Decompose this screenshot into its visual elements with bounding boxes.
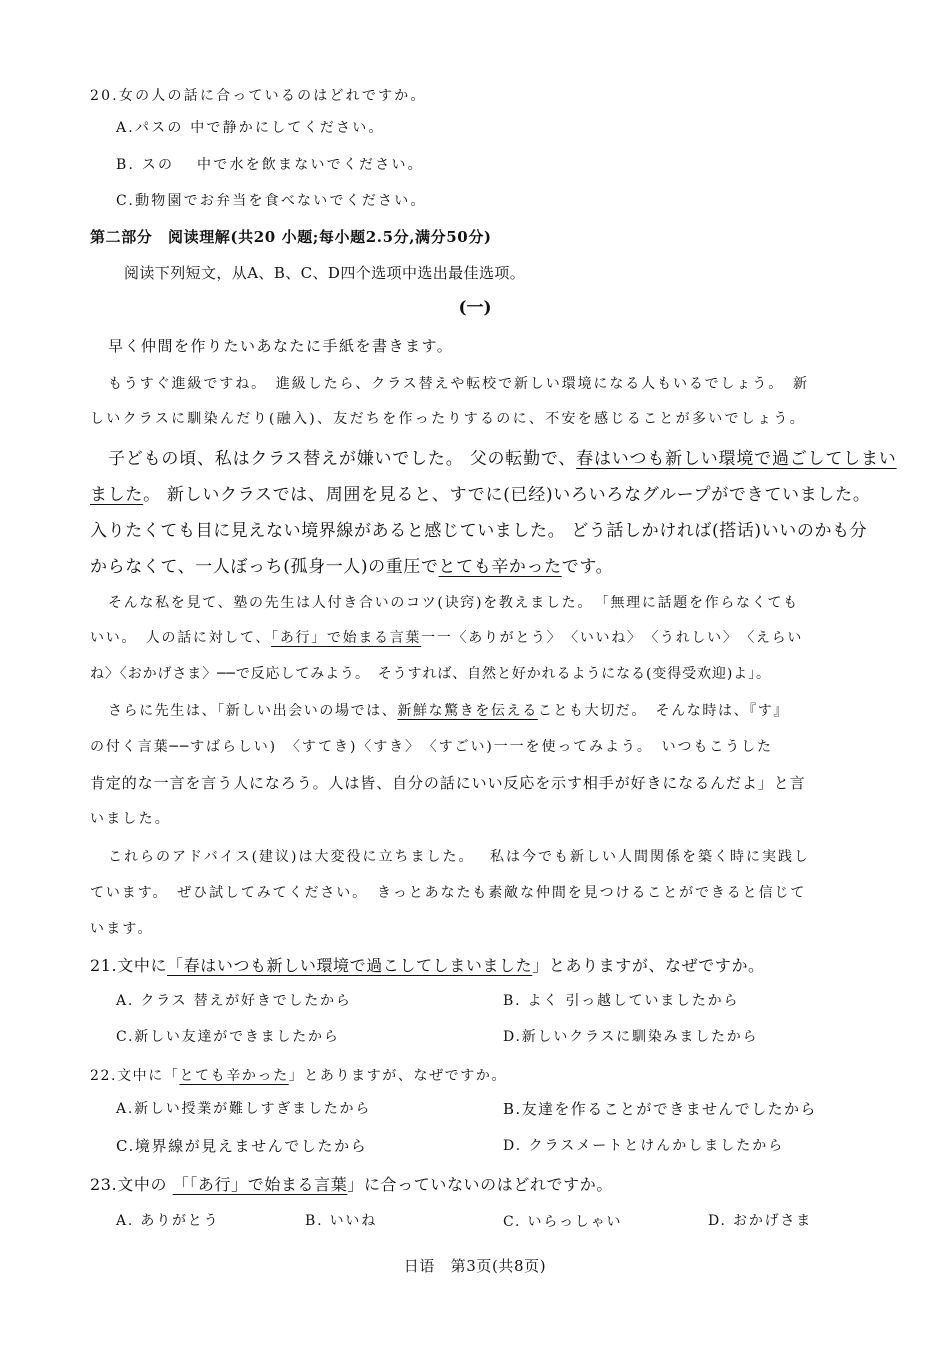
passage-p3-line2 [90, 487, 871, 504]
q21-option-a: A. クラス 替えが好きでしたから [116, 993, 352, 1009]
passage-p3-line4 [90, 559, 613, 576]
q23-underlined: 「「あ行」で始まる言葉 [172, 1175, 348, 1194]
passage-p5-text: ことも大切だ。 そんな時は、『す』 [537, 703, 790, 719]
q22-suffix: 」とありますが、なぜですか。 [288, 1068, 508, 1084]
passage-p5-line4: いました。 [90, 811, 171, 827]
passage-p1: 早く仲間を作りたいあなたに手紙を書きます。 [108, 337, 454, 355]
q21-suffix: 」とありますが、なぜですか。 [532, 956, 765, 975]
passage-p2-line1: もうすぐ進級ですね。 進級したら、クラス替えや転校で新しい環境になる人もいるでしょう。 新 [108, 376, 809, 392]
q22-option-b: B.友達を作ることができませんでしたから [503, 1100, 817, 1118]
underlined-phrase-tsurakatta: とても辛かった [438, 557, 562, 577]
passage-p4-line1: そんな私を見て、塾の先生は人付き合いのコツ(诀窍)を教えました。 「無理に話題を作らなくても [108, 595, 799, 611]
q20-option-b: B. スの 中で水を飲まないでください。 [116, 157, 424, 173]
q23-option-d: D. おかげさま [708, 1213, 813, 1229]
q21-question [90, 958, 765, 974]
q21-option-d: D.新しいクラスに馴染みましたから [503, 1029, 759, 1045]
q21-prefix: 21.文中に [90, 956, 168, 975]
passage-p4-text: 一一〈ありがとう〉 〈いいね〉 〈うれしい〉 〈えらい [421, 630, 804, 646]
passage-p3-line1 [108, 451, 897, 468]
passage-p4-text: いい。 人の話に対して、 [90, 630, 272, 646]
q23-suffix: 」に合っていないのはどれですか。 [347, 1175, 613, 1194]
passage-p6-line2: ています。 ぜひ試してみてください。 きっとあなたも素敵な仲間を見つけることができると信じて [90, 885, 807, 901]
passage-p6-line3: います。 [90, 921, 154, 937]
q20-question: 20.女の人の話に合っているのはどれですか。 [90, 88, 427, 104]
passage-p3-text: です。 [561, 557, 614, 577]
q20-option-a: A.パスの 中で静かにしてください。 [116, 120, 385, 136]
q22-option-a: A.新しい授業が難しすぎましたから [116, 1101, 372, 1117]
q20-option-c: C.動物園でお弁当を食べないでください。 [116, 193, 427, 209]
passage-number: (一) [458, 298, 492, 318]
passage-p5-line2: の付く言葉──すばらしい) 〈すてき)〈すき〉 〈すごい)一一を使ってみよう。 いつもこうした [90, 739, 773, 755]
q23-prefix: 23.文中の [90, 1175, 173, 1194]
q23-question [90, 1177, 613, 1193]
q22-underlined: とても辛かった [179, 1068, 289, 1084]
passage-p4-line2 [90, 631, 803, 645]
section-instruction: 阅读下列短文，从A、B、C、D四个选项中选出最佳选项。 [124, 264, 526, 282]
passage-p3-text: からなくて、一人ぼっち(孤身一人)の重圧で [90, 557, 439, 577]
passage-p3-line3: 入りたくても目に見えない境界線があると感じていました。 どう話しかければ(搭话)いいのかも分 [90, 521, 868, 541]
q22-option-d: D. クラスメートとけんかしましたから [503, 1138, 785, 1154]
q23-option-b: B. いいね [305, 1213, 377, 1229]
q21-underlined: 「春はいつも新しい環境で過こしてしまいました [167, 956, 533, 975]
section-title: 第二部分 阅读理解(共20 小题;每小题2.5分,满分50分) [90, 228, 492, 246]
passage-p5-text: さらに先生は、「新しい出会いの場では、 [108, 703, 398, 719]
q23-option-a: A. ありがとう [116, 1213, 220, 1229]
passage-p6-line1: これらのアドバイス(建议)は大変役に立ちました。 私は今でも新しい人間関係を築く時に実践し [108, 849, 810, 865]
passage-p5-line3: 肯定的な一言を言う人になろう。人は皆、自分の話にいい反応を示す相手が好きになるんだよ」と言 [90, 774, 806, 792]
underlined-phrase-a-gyou: 「あ行」で始まる言葉 [271, 630, 422, 646]
passage-p2-line2: しいクラスに馴染んだり(融入)、友だちを作ったりするのに、不安を感じることが多いでしょう。 [90, 411, 807, 427]
q22-question [90, 1069, 507, 1083]
q22-prefix: 22.文中に「 [90, 1068, 180, 1084]
underlined-phrase-mashita: ました [90, 485, 144, 505]
underlined-phrase-spring: 春はいつも新しい環境で過ごしてしまい [576, 449, 897, 469]
underlined-phrase-shinsen: 新鮮な驚きを伝える [397, 703, 538, 719]
passage-p3-text: 子どもの頃、私はクラス替えが嫌いでした。 父の転勤で、 [108, 449, 577, 469]
passage-p4-line3: ね〉〈おかげさま〉──で反応してみよう。 そうすれば、自然と好かれるようになる(变得受欢迎)よ」。 [90, 666, 771, 682]
passage-p5-line1 [108, 704, 789, 718]
q21-option-c: C.新しい友達ができましたから [116, 1029, 340, 1045]
q22-option-c: C.境界線が見えませんでしたから [116, 1137, 368, 1155]
page-footer: 日语 第3页(共8页) [403, 1257, 547, 1275]
passage-p3-text: 。 新しいクラスでは、周囲を見ると、すでに(已经)いろいろなグループができていました。 [143, 485, 871, 505]
q21-option-b: B. よく 引っ越していましたから [503, 993, 740, 1009]
q23-option-c: C. いらっしゃい [503, 1214, 623, 1230]
